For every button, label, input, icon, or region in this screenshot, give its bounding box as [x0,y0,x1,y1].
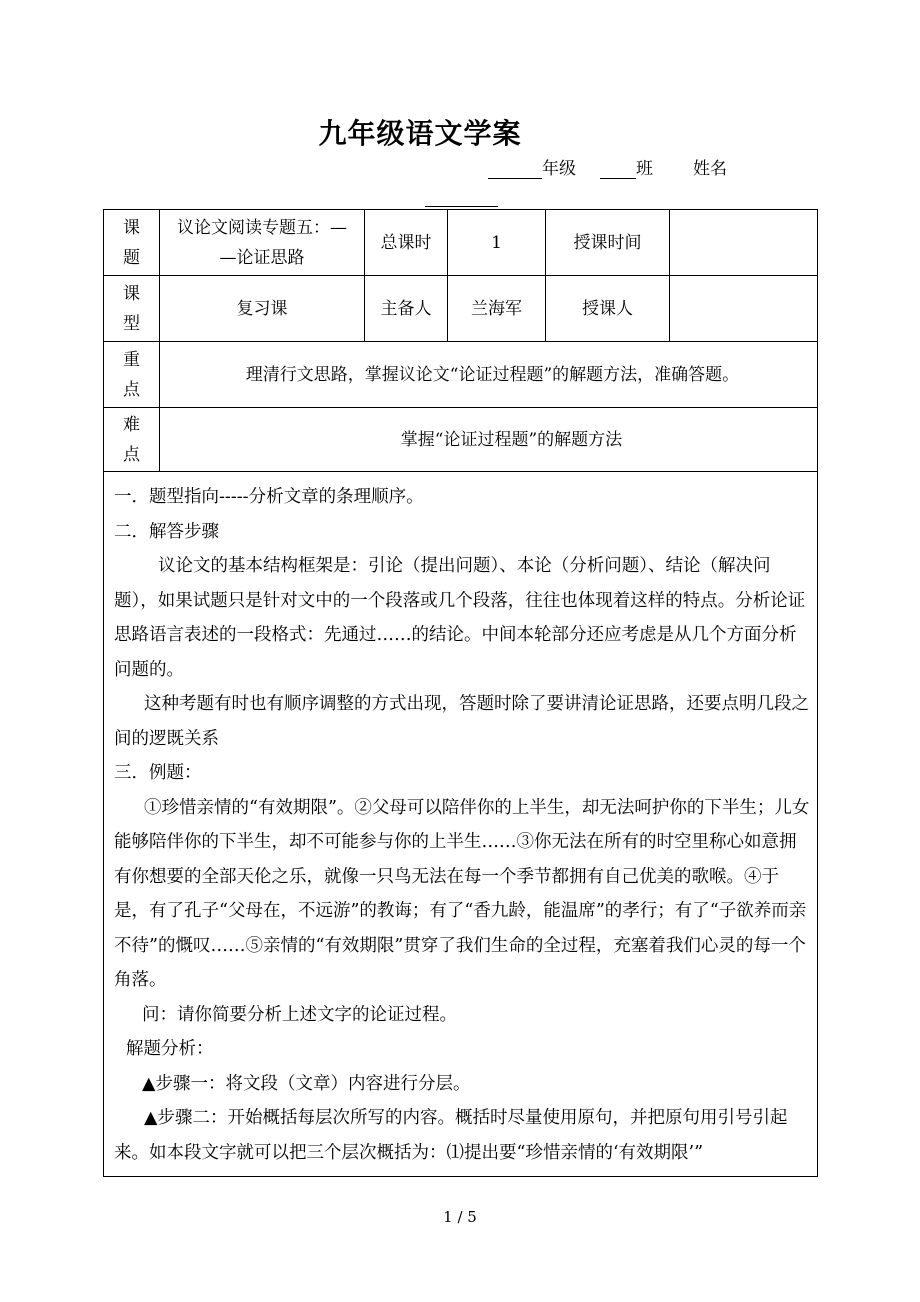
grade-label: 年级 [542,159,576,179]
class-time-value [670,210,818,276]
name-label: 姓名 [693,159,727,179]
type-row [104,276,818,342]
analysis-heading: 解题分析： [126,1039,214,1059]
difficulty-row [104,408,818,472]
topic-value: 议论文阅读专题五：— —论证思路 [160,210,365,276]
class-blank[interactable] [600,160,636,179]
lesson-plan-table [103,209,818,1177]
difficulty-text: 掌握“论证过程题”的解题方法 [160,408,818,472]
preparer-value: 兰海军 [448,276,546,342]
type-value: 复习课 [160,276,365,342]
preparer-label: 主备人 [365,276,448,342]
paragraph-variation: 这种考题有时也有顺序调整的方式出现，答题时除了要讲清论证思路，还要点明几段之间的逻既关系 [114,694,809,749]
class-label: 班 [636,159,653,179]
section-heading-2: 二．解答步骤 [114,521,219,542]
grade-field [488,154,576,179]
topic-row [104,210,818,276]
step-one: ▲步骤一：将文段（文章）内容进行分层。 [142,1073,471,1094]
type-label: 课 型 [104,276,160,342]
key-point-label: 重 点 [104,342,160,408]
page-number: 1 / 5 [443,1208,477,1226]
topic-label: 课 题 [104,210,160,276]
section-heading-1: 一．题型指向-----分析文章的条理顺序。 [114,487,424,507]
question-text: 问：请你简要分析上述文字的论证过程。 [142,1004,457,1025]
total-hours-value: 1 [448,210,546,276]
content-row [104,472,818,1177]
step-two: ▲步骤二：开始概括每层次所写的内容。概括时尽量使用原句，并把原句用引号引起来。如本段文字就可以把三个层次概括为：⑴提出要“珍惜亲情的‘有效期限’” [114,1108,788,1163]
example-passage: ①珍惜亲情的“有效期限”。②父母可以陪伴你的上半生，却无法呵护你的下半生；儿女能够陪伴你的下半生，却不可能参与你的上半生……③你无法在所有的时空里称心如意拥有你想要的全部天伦之乐，就像一只鸟无法在每一个季节都拥有自己优美的歌喉。④于是，有了孔子“父母在，不远游”的教诲；有了“香九龄，能温席”的孝行；有了“子欲养而亲不待”的慨叹……⑤亲情的“有效期限”贯穿了我们生命的全过程，充塞着我们心灵的每一个角落。 [114,797,810,990]
teacher-value [670,276,818,342]
teacher-label: 授课人 [546,276,670,342]
class-field [600,154,653,179]
paragraph-structure: 议论文的基本结构框架是：引论（提出问题）、本论（分析问题）、结论（解决问题），如果试题只是针对文中的一个段落或几个段落，往往也体现着这样的特点。分析论证思路语言表述的一段格式：先通过……的结论。中间本轮部分还应考虑是从几个方面分析问题的。 [114,556,806,680]
key-point-text: 理清行文思路，掌握议论文“论证过程题”的解题方法，准确答题。 [160,342,818,408]
class-time-label: 授课时间 [546,210,670,276]
key-point-row [104,342,818,408]
content-body [104,472,818,1177]
total-hours-label: 总课时 [365,210,448,276]
name-blank[interactable] [425,188,498,207]
difficulty-label: 难 点 [104,408,160,472]
section-heading-3: 三．例题： [114,763,202,783]
page-title: 九年级语文学案 [318,117,522,150]
grade-blank[interactable] [488,160,542,179]
